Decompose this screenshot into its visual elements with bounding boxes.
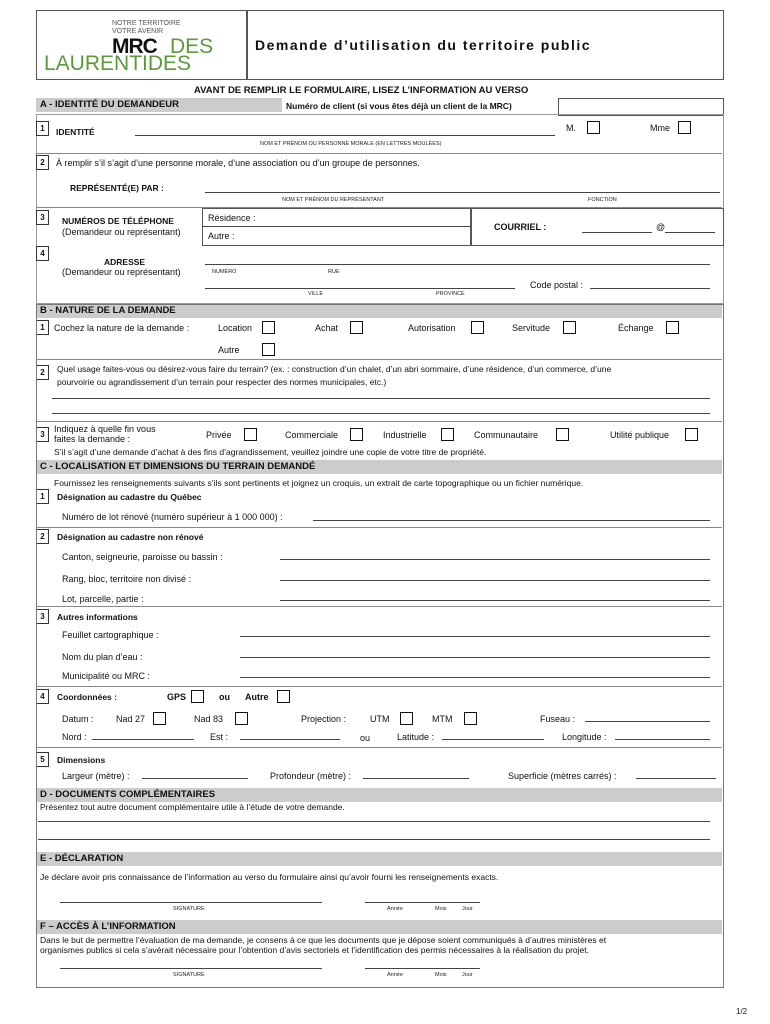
fournissez-text: Fournissez les renseignements suivants s’ils sont pertinents et joignez un croquis, un extrait de carte topographique ou un fichier numérique. xyxy=(54,478,584,488)
jour-caption-e: Jour xyxy=(462,906,473,912)
divider xyxy=(36,153,722,154)
dimensions-label: Dimensions xyxy=(57,755,106,765)
annee-caption-e: Année xyxy=(387,906,403,912)
gps-label: GPS xyxy=(167,692,187,702)
indiquez-1: Indiquez à quelle fin vous xyxy=(54,424,156,434)
logo-tagline-2: VOTRE AVENIR xyxy=(112,28,164,35)
num-a3: 3 xyxy=(36,210,49,225)
opt-location: Location xyxy=(218,323,253,333)
profondeur-label: Profondeur (mètre) : xyxy=(270,771,352,781)
fin-communautaire: Communautaire xyxy=(474,430,539,440)
superficie-label: Superficie (mètres carrés) : xyxy=(508,771,617,781)
fuseau-label: Fuseau : xyxy=(540,714,576,724)
num-c2: 2 xyxy=(36,529,49,544)
plan-label: Nom du plan d’eau : xyxy=(62,652,143,662)
client-number-label: Numéro de client (si vous êtes déjà un client de la MRC) xyxy=(286,101,512,111)
nom-caption: NOM ET PRÉNOM OU PERSONNE MORALE (EN LETTRES MOULÉES) xyxy=(260,141,442,147)
usage-text-2: pourvoirie ou agrandissement d’un terrain pour respecter des normes municipales, etc.) xyxy=(57,377,387,387)
section-d-header: D - DOCUMENTS COMPLÉMENTAIRES xyxy=(36,788,722,802)
opt-achat: Achat xyxy=(315,323,339,333)
projection-label: Projection : xyxy=(301,714,347,724)
nad83-label: Nad 83 xyxy=(194,714,224,724)
identite-line[interactable] xyxy=(135,135,555,136)
datum-label: Datum : xyxy=(62,714,94,724)
num-c4: 4 xyxy=(36,689,49,704)
acces-text-1: Dans le but de permettre l’évaluation de ma demande, je consens à ce que les documents que je dépose soient communiqués à d’autres ministères et xyxy=(40,935,607,945)
num-c1: 1 xyxy=(36,489,49,504)
municip-label: Municipalité ou MRC : xyxy=(62,671,151,681)
num-a1: 1 xyxy=(36,121,49,136)
canton-label: Canton, seigneurie, paroisse ou bassin : xyxy=(62,552,223,562)
acces-text-2: organismes publics si cela s’avérait nécessaire pour l’obtention d’avis sectoriels et l’identification des permis nécessaires à la réalisation du projet. xyxy=(40,945,589,955)
opt-autre: Autre xyxy=(218,345,240,355)
lot-label: Numéro de lot rénové (numéro supérieur à 1 000 000) : xyxy=(62,512,283,522)
mme-label: Mme xyxy=(650,123,670,133)
section-c-header: C - LOCALISATION ET DIMENSIONS DU TERRAIN DEMANDÉ xyxy=(36,460,722,474)
form-title: Demande d’utilisation du territoire public xyxy=(255,37,592,53)
annee-caption-f: Année xyxy=(387,972,403,978)
fin-utilite: Utilité publique xyxy=(610,430,670,440)
num-b2: 2 xyxy=(36,365,49,380)
ou-label: ou xyxy=(219,692,230,702)
autre-phone-label: Autre : xyxy=(208,231,235,241)
indiquez-2: faites la demande : xyxy=(54,434,131,444)
numero-caption: NUMÉRO xyxy=(212,269,237,275)
autres-label: Autres informations xyxy=(57,612,138,622)
represente-line[interactable] xyxy=(205,192,720,193)
cadastre-nr-label: Désignation au cadastre non rénové xyxy=(57,532,204,542)
rue-caption: RUE xyxy=(328,269,340,275)
feuillet-label: Feuillet cartographique : xyxy=(62,630,159,640)
ville-caption: VILLE xyxy=(308,291,323,297)
courriel-line-2[interactable] xyxy=(665,232,715,233)
achat-note: S’il s’agit d’une demande d’achat à des fins d’agrandissement, veuillez joindre une copie de votre titre de propriété. xyxy=(54,447,487,457)
ville-line[interactable] xyxy=(205,288,515,289)
opt-autorisation: Autorisation xyxy=(408,323,456,333)
signature-caption-e: SIGNATURE xyxy=(173,906,205,912)
nord-label: Nord : xyxy=(62,732,87,742)
num-c5: 5 xyxy=(36,752,49,767)
adresse-label: ADRESSE xyxy=(104,257,146,267)
ou-coord-label: ou xyxy=(360,733,371,743)
mois-caption-f: Mois xyxy=(435,972,447,978)
usage-text-1: Quel usage faites-vous ou désirez-vous faire du terrain? (ex. : construction d’un chalet, d’un abri sommaire, d’une résidence, d’un commerce, d’une xyxy=(57,364,612,374)
lotpar-label: Lot, parcelle, partie : xyxy=(62,594,144,604)
num-a2: 2 xyxy=(36,155,49,170)
est-label: Est : xyxy=(210,732,229,742)
remplir-text: À remplir s’il s’agit d’une personne morale, d’une association ou d’un groupe de personnes. xyxy=(56,158,420,168)
num-c3: 3 xyxy=(36,609,49,624)
identite-label: IDENTITÉ xyxy=(56,127,95,137)
cochez-label: Cochez la nature de la demande : xyxy=(54,323,190,333)
mtm-label: MTM xyxy=(432,714,453,724)
mme-checkbox[interactable] xyxy=(678,121,691,134)
form-outer-frame xyxy=(36,304,724,988)
section-a-header: A - IDENTITÉ DU DEMANDEUR xyxy=(36,98,282,112)
documents-text: Présentez tout autre document complémentaire utile à l’étude de votre demande. xyxy=(40,802,345,812)
signature-caption-f: SIGNATURE xyxy=(173,972,205,978)
mois-caption-e: Mois xyxy=(435,906,447,912)
logo-mrc: MRC xyxy=(112,35,157,58)
fonction-caption: FONCTION xyxy=(588,197,617,203)
opt-servitude: Servitude xyxy=(512,323,551,333)
num-b3: 3 xyxy=(36,427,49,442)
opt-echange: Échange xyxy=(618,323,654,333)
declaration-text: Je déclare avoir pris connaissance de l’information au verso du formulaire ainsi qu’avoir fourni les renseignements exacts. xyxy=(40,872,499,882)
telephone-label: NUMÉROS DE TÉLÉPHONE xyxy=(62,216,174,226)
notice: AVANT DE REMPLIR LE FORMULAIRE, LISEZ L’INFORMATION AU VERSO xyxy=(194,85,529,96)
code-postal-label: Code postal : xyxy=(530,280,584,290)
logo-tagline-1: NOTRE TERRITOIRE xyxy=(112,20,181,27)
residence-label: Résidence : xyxy=(208,213,256,223)
code-postal-line[interactable] xyxy=(590,288,710,289)
page-number: 1/2 xyxy=(736,1007,748,1016)
adresse-line[interactable] xyxy=(205,264,710,265)
adresse-sub: (Demandeur ou représentant) xyxy=(62,267,181,277)
longitude-label: Longitude : xyxy=(562,732,607,742)
logo-des: DES xyxy=(170,35,214,58)
num-a4: 4 xyxy=(36,246,49,261)
courriel-label: COURRIEL : xyxy=(494,222,547,232)
rang-label: Rang, bloc, territoire non divisé : xyxy=(62,574,192,584)
section-e-header: E - DÉCLARATION xyxy=(36,852,722,866)
largeur-label: Largeur (mètre) : xyxy=(62,771,130,781)
coord-label: Coordonnées : xyxy=(57,692,117,702)
cadastre-qc-label: Désignation au cadastre du Québec xyxy=(57,492,202,502)
autre-coord-label: Autre xyxy=(245,692,269,702)
logo-laurentides: LAURENTIDES xyxy=(44,52,192,75)
m-label: M. xyxy=(566,123,576,133)
province-caption: PROVINCE xyxy=(436,291,465,297)
m-checkbox[interactable] xyxy=(587,121,600,134)
section-f-header: F – ACCÈS À L’INFORMATION xyxy=(36,920,722,934)
courriel-at: @ xyxy=(656,222,666,232)
fin-privee: Privée xyxy=(206,430,232,440)
jour-caption-f: Jour xyxy=(462,972,473,978)
section-b-header: B - NATURE DE LA DEMANDE xyxy=(36,304,722,318)
telephone-sub: (Demandeur ou représentant) xyxy=(62,227,181,237)
phone-divider xyxy=(202,226,470,227)
latitude-label: Latitude : xyxy=(397,732,435,742)
nad27-label: Nad 27 xyxy=(116,714,146,724)
fin-commerciale: Commerciale xyxy=(285,430,339,440)
utm-label: UTM xyxy=(370,714,390,724)
represente-label: REPRÉSENTÉ(E) PAR : xyxy=(70,183,164,193)
rep-caption: NOM ET PRÉNOM DU REPRÉSENTANT xyxy=(282,197,385,203)
courriel-line-1[interactable] xyxy=(582,232,652,233)
fin-industrielle: Industrielle xyxy=(383,430,427,440)
num-b1: 1 xyxy=(36,320,49,335)
